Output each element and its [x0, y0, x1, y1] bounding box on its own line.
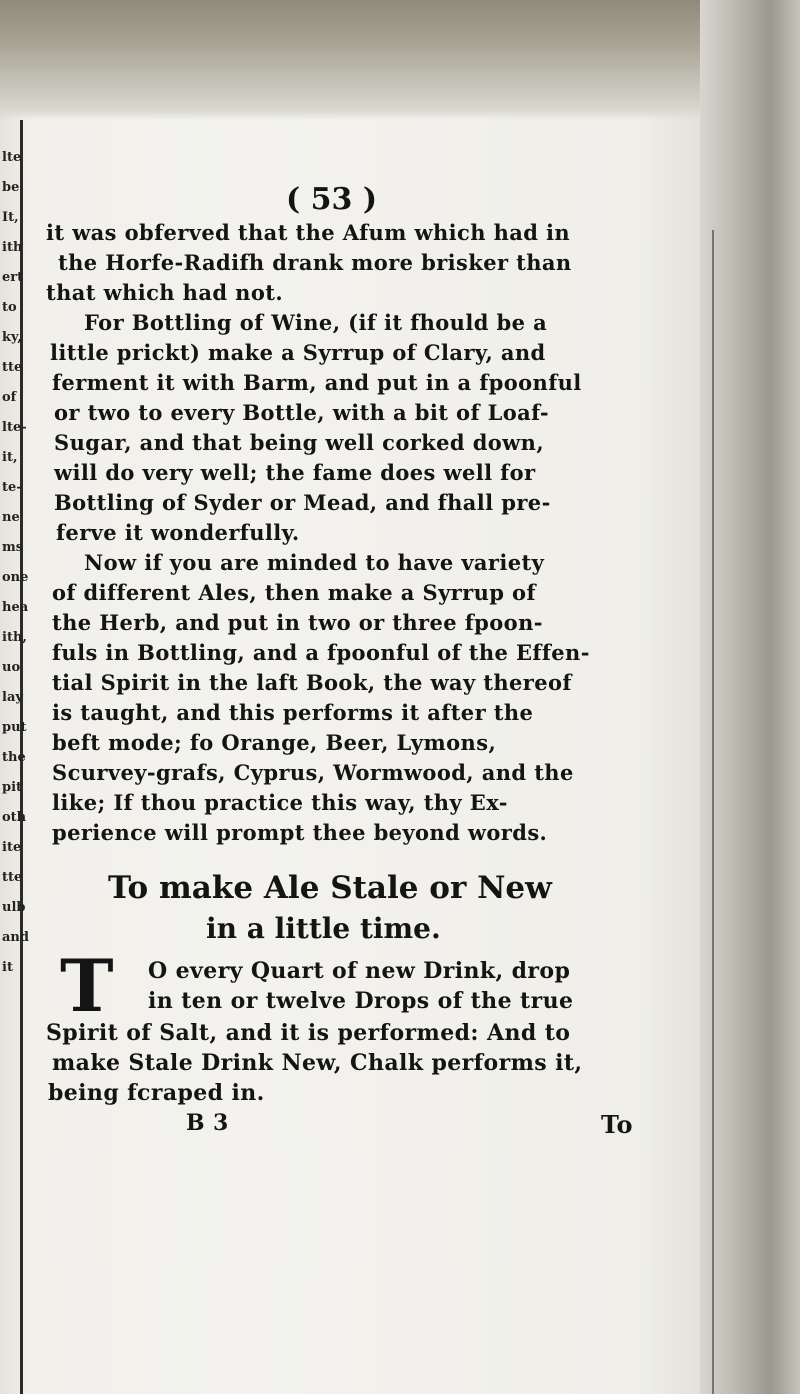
signature-mark: B 3 — [186, 1110, 229, 1136]
text-line: tial Spirit in the laft Book, the way thereof — [52, 670, 572, 695]
gutter-fragment: ms — [2, 540, 24, 555]
gutter-fragment: tte — [2, 360, 23, 375]
gutter-fragment: put — [2, 720, 27, 735]
gutter-fragment: ne — [2, 510, 20, 525]
gutter-fragment: uo — [2, 660, 21, 675]
text-line: is taught, and this performs it after the — [52, 700, 534, 725]
text-line: Spirit of Salt, and it is performed: And to — [46, 1020, 571, 1046]
text-line: it was obferved that the Afum which had in — [46, 220, 571, 245]
text-line: perience will prompt thee beyond words. — [52, 820, 548, 845]
text-line: Scurvey-grafs, Cyprus, Wormwood, and the — [52, 760, 574, 785]
gutter-fragment: it, — [2, 450, 18, 465]
text-line: For Bottling of Wine, (if it fhould be a — [84, 310, 548, 335]
gutter-fragment: and — [2, 930, 29, 945]
gutter-fragment: ulb — [2, 900, 26, 915]
gutter-fragment: ert — [2, 270, 24, 285]
text-line: being fcraped in. — [48, 1080, 265, 1106]
fore-edge-line — [712, 230, 714, 1394]
text-line: of different Ales, then make a Syrrup of — [52, 580, 536, 605]
gutter-fragment: ky, — [2, 330, 22, 345]
book-fore-edge — [700, 0, 800, 1394]
text-line: ferment it with Barm, and put in a fpoonful — [52, 370, 582, 395]
facing-page-gutter — [0, 120, 29, 1394]
text-line: or two to every Bottle, with a bit of Loaf- — [54, 400, 549, 425]
gutter-fragment: oth — [2, 810, 27, 825]
gutter-fragment: lay — [2, 690, 23, 705]
section-subheading: in a little time. — [206, 912, 441, 945]
page-number: ( 53 ) — [286, 182, 378, 217]
text-line: Now if you are minded to have variety — [84, 550, 545, 575]
gutter-fragment: It, — [2, 210, 19, 225]
gutter-fragment: tte — [2, 870, 23, 885]
gutter-fragment: be — [2, 180, 20, 195]
text-line: ferve it wonderfully. — [56, 520, 300, 545]
gutter-fragment: lte- — [2, 420, 27, 435]
gutter-fragment: it — [2, 960, 13, 975]
text-line: will do very well; the fame does well for — [54, 460, 536, 485]
text-line: little prickt) make a Syrrup of Clary, and — [50, 340, 546, 365]
gutter-fragment: lte — [2, 150, 22, 165]
gutter-fragment: ith, — [2, 630, 27, 645]
text-line: beft mode; fo Orange, Beer, Lymons, — [52, 730, 497, 755]
catchword: To — [601, 1110, 633, 1139]
gutter-fragment: ith — [2, 240, 23, 255]
gutter-fragment: pit — [2, 780, 23, 795]
text-line: Sugar, and that being well corked down, — [54, 430, 545, 455]
text-line: make Stale Drink New, Chalk performs it, — [52, 1050, 583, 1076]
gutter-fragment: te- — [2, 480, 22, 495]
gutter-fragment: the — [2, 750, 26, 765]
gutter-fragment: one — [2, 570, 29, 585]
text-line: like; If thou practice this way, thy Ex- — [52, 790, 508, 815]
drop-cap: T — [60, 943, 114, 1028]
text-line: O every Quart of new Drink, drop — [148, 958, 571, 984]
text-line: Bottling of Syder or Mead, and fhall pre- — [54, 490, 551, 515]
page-top-shadow — [0, 0, 800, 120]
gutter-fragment: to — [2, 300, 17, 315]
gutter-fragment: of — [2, 390, 17, 405]
text-line: fuls in Bottling, and a fpoonful of the Effen- — [52, 640, 590, 665]
gutter-fragment: hea — [2, 600, 29, 615]
text-line: in ten or twelve Drops of the true — [148, 988, 574, 1014]
gutter-fragment: ite — [2, 840, 22, 855]
section-heading: To make Ale Stale or New — [108, 870, 552, 906]
text-line: the Horfe-Radifh drank more brisker than — [58, 250, 572, 275]
text-line: that which had not. — [46, 280, 284, 305]
text-line: the Herb, and put in two or three fpoon- — [52, 610, 543, 635]
